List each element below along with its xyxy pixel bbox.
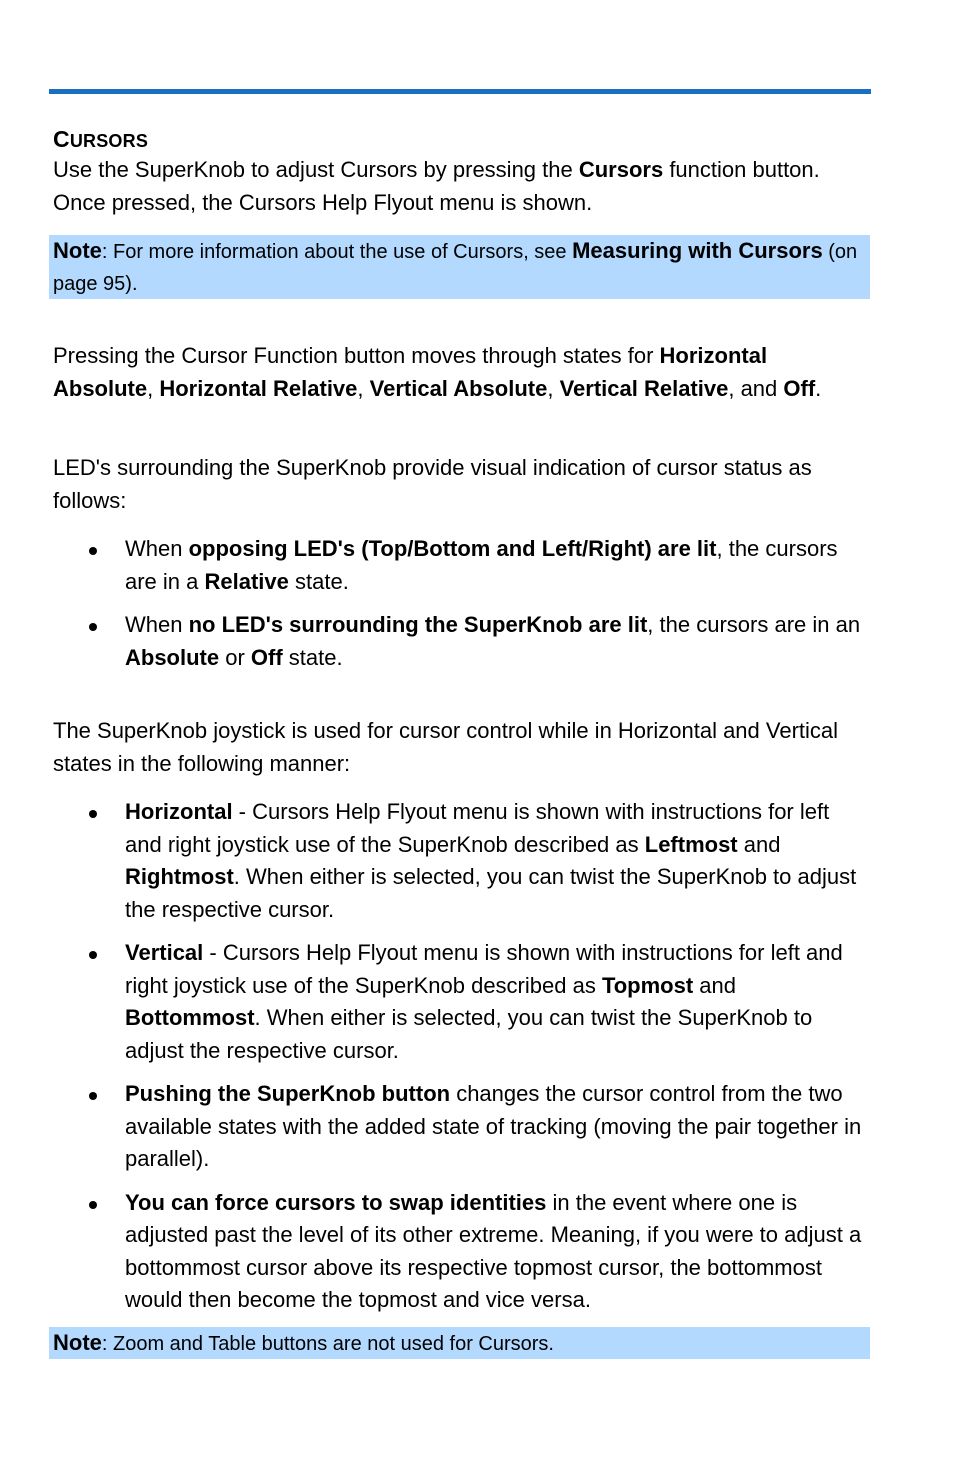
- joystick-paragraph: The SuperKnob joystick is used for cursor control while in Horizontal and Vertical states in the following manner:: [53, 718, 839, 776]
- states-paragraph: Pressing the Cursor Function button moves through states for Horizontal Absolute, Horizontal Relative, Vertical Absolute, Vertical Relative, and Off.: [53, 343, 822, 401]
- note-box-measuring: Note: For more information about the use of Cursors, see Measuring with Cursors (on page 95).: [49, 235, 870, 299]
- measuring-with-cursors-link[interactable]: Measuring with Cursors: [572, 238, 823, 263]
- joystick-bullet-list: [53, 796, 868, 1328]
- led-bullet-list: [53, 533, 868, 685]
- list-item: When no LED's surrounding the SuperKnob are lit, the cursors are in an Absolute or Off state.: [53, 609, 868, 674]
- bullet-icon: [89, 547, 97, 555]
- intro-paragraph: Use the SuperKnob to adjust Cursors by pressing the Cursors function button. Once pressed, the Cursors Help Flyout menu is shown.: [53, 157, 820, 215]
- bullet-icon: [89, 810, 97, 818]
- list-item: Vertical - Cursors Help Flyout menu is shown with instructions for left and right joystick use of the SuperKnob described as Topmost and Bottommost. When either is selected, you can twist the SuperKnob to adjust the respective cursor.: [53, 937, 868, 1067]
- bullet-icon: [89, 623, 97, 631]
- led-paragraph: LED's surrounding the SuperKnob provide visual indication of cursor status as follows:: [53, 455, 812, 513]
- note-box-zoom: Note: Zoom and Table buttons are not used for Cursors.: [49, 1327, 870, 1359]
- header-rule: [49, 89, 871, 94]
- section-heading: CURSORS: [53, 126, 149, 152]
- list-item: Horizontal - Cursors Help Flyout menu is shown with instructions for left and right joystick use of the SuperKnob described as Leftmost and Rightmost. When either is selected, you can twist the SuperKnob to adjust the respective cursor.: [53, 796, 868, 926]
- list-item: Pushing the SuperKnob button changes the cursor control from the two available states with the added state of tracking (moving the pair together in parallel).: [53, 1078, 868, 1176]
- list-item: You can force cursors to swap identities in the event where one is adjusted past the level of its other extreme. Meaning, if you were to adjust a bottommost cursor above its respective topmost cursor, the bottommost would then become the topmost and vice versa.: [53, 1187, 868, 1317]
- list-item: When opposing LED's (Top/Bottom and Left/Right) are lit, the cursors are in a Relative state.: [53, 533, 868, 598]
- bullet-icon: [89, 1201, 97, 1209]
- bullet-icon: [89, 1092, 97, 1100]
- bullet-icon: [89, 951, 97, 959]
